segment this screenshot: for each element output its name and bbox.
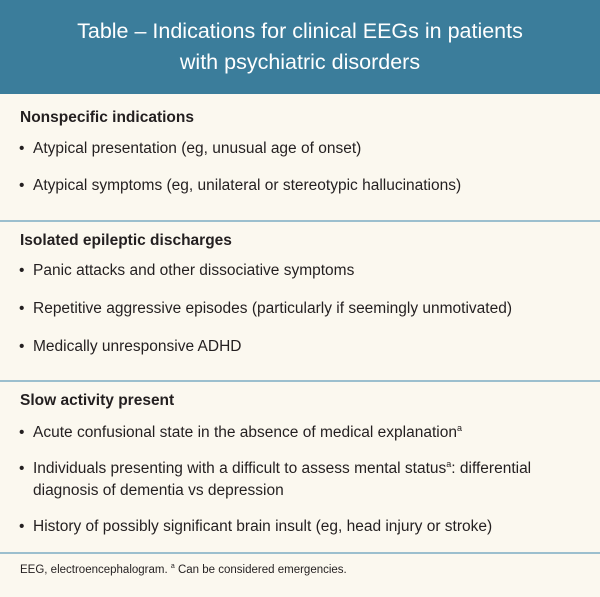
table-title-line-2: with psychiatric disorders <box>179 50 421 74</box>
list-item-text: Atypical presentation (eg, unusual age of onset) <box>33 140 362 157</box>
list-item-text: Medically unresponsive ADHD <box>33 338 242 355</box>
list-item <box>0 458 600 502</box>
list-item <box>0 138 600 160</box>
bullet-icon: • <box>19 460 25 477</box>
list-item <box>0 175 600 197</box>
list-item-text: History of possibly significant brain insult (eg, head injury or stroke) <box>33 518 493 535</box>
section-heading: Isolated epileptic discharges <box>20 232 232 249</box>
bullet-icon: • <box>19 140 25 157</box>
bullet-icon: • <box>19 300 25 317</box>
footnote-abbreviation: EEG, electroencephalogram. <box>20 564 168 576</box>
list-item-text: Atypical symptoms (eg, unilateral or stereotypic hallucinations) <box>33 177 462 194</box>
list-item-text: Panic attacks and other dissociative symptoms <box>33 262 355 279</box>
section-nonspecific-indications <box>0 94 600 222</box>
section-slow-activity-present <box>0 382 600 554</box>
footnote-marker: a <box>446 458 452 469</box>
list-item <box>0 422 600 444</box>
list-item <box>0 516 600 538</box>
section-heading: Nonspecific indications <box>20 109 194 126</box>
section-isolated-epileptic-discharges <box>0 222 600 382</box>
bullet-icon: • <box>19 262 25 279</box>
list-item <box>0 260 600 282</box>
bullet-icon: • <box>19 338 25 355</box>
list-item-text: Individuals presenting with a difficult to assess mental status <box>33 460 447 477</box>
table-header <box>0 0 600 94</box>
list-item-text: Acute confusional state in the absence of medical explanation <box>33 424 457 441</box>
bullet-icon: • <box>19 424 25 441</box>
bullet-icon: • <box>19 177 25 194</box>
list-item-text: Repetitive aggressive episodes (particularly if seemingly unmotivated) <box>33 300 513 317</box>
bullet-icon: • <box>19 518 25 535</box>
footnote-note: Can be considered emergencies. <box>177 564 347 576</box>
footnote-marker: a <box>456 422 462 433</box>
table-title-line-1: Table – Indications for clinical EEGs in patients <box>77 19 523 43</box>
section-heading: Slow activity present <box>20 392 175 409</box>
table-footnote <box>0 554 600 576</box>
list-item <box>0 336 600 358</box>
list-item <box>0 298 600 320</box>
footnote-marker: a <box>170 563 175 571</box>
list-item-text-continued: : differential diagnosis of dementia vs depression <box>33 460 532 499</box>
